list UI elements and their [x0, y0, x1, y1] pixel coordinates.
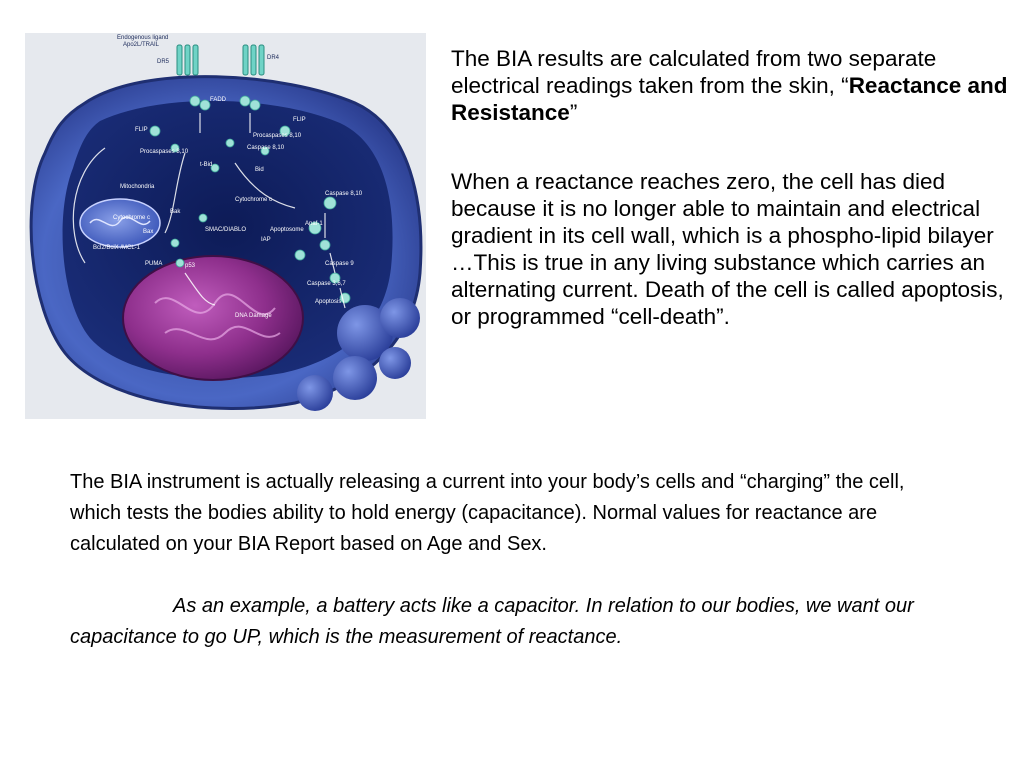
label-caspase-8-10: Caspase 8,10	[247, 145, 285, 151]
label-cytochrome-c-left: Cytochrome c	[113, 215, 151, 221]
label-cytochrome-c-top: Cytochrome c	[235, 197, 273, 203]
label-apo2l-trail: Apo2L/TRAIL	[123, 42, 160, 48]
cell-apoptosis-illustration	[25, 33, 426, 419]
label-iap: IAP	[261, 237, 271, 243]
label-caspase-8-10-right: Caspase 8,10	[325, 191, 363, 197]
label-apaf1: Apaf-1	[305, 221, 323, 227]
label-apoptosome: Apoptosome	[270, 227, 304, 233]
label-dna-damage: DNA Damage	[235, 313, 272, 319]
closing-quote: ”	[569, 100, 578, 125]
label-flip-left: FLIP	[135, 127, 148, 133]
receptor-dr5	[177, 45, 198, 75]
receptor-dr4	[243, 45, 264, 75]
apoptotic-bleb	[333, 356, 377, 400]
battery-example-paragraph: As an example, a battery acts like a capacitor. In relation to our bodies, we want our capacitance to go UP, which is the measurement of reactance.	[70, 595, 914, 648]
label-endogenous-ligand: Endogenous ligand	[117, 35, 169, 41]
label-caspase-9: Caspase 9	[325, 261, 354, 267]
label-puma: PUMA	[145, 261, 163, 267]
label-procaspases-left: Procaspases 8,10	[140, 149, 189, 155]
label-smac-diablo: SMAC/DIABLO	[205, 227, 247, 233]
bia-readings-paragraph	[451, 45, 1019, 126]
label-caspase-3-6-7: Caspase 3,6,7	[307, 281, 346, 287]
label-dr4: DR4	[267, 55, 280, 61]
reactance-resistance-bold: Reactance and Resistance	[451, 73, 1008, 125]
label-bak: Bak	[170, 209, 181, 215]
bottom-text-block	[70, 467, 950, 653]
apoptotic-bleb	[297, 375, 333, 411]
apoptotic-bleb	[379, 347, 411, 379]
label-bid: Bid	[255, 167, 264, 173]
label-dr5: DR5	[157, 59, 170, 65]
label-procaspases-right: Procaspases 8,10	[253, 133, 302, 139]
nucleus	[123, 256, 303, 380]
label-t-bid: t-Bid	[200, 162, 213, 168]
label-mitochondria: Mitochondria	[120, 184, 155, 190]
label-bcl2: Bcl2/BclX /MCL-1	[93, 245, 141, 251]
label-bax: Bax	[143, 229, 154, 235]
label-flip-right: FLIP	[293, 117, 306, 123]
reactance-zero-paragraph: When a reactance reaches zero, the cell has died because it is no longer able to maintain and electrical gradient in its cell wall, which is a phospho-lipid bilayer …This is true in any living substance which carries an alternating current. Death of the cell is called apoptosis, or programmed “cell-death”.	[451, 169, 1004, 329]
bia-readings-text: The BIA results are calculated from two separate electrical readings taken from the skin, “	[451, 46, 937, 98]
right-text-block	[451, 45, 1019, 330]
bia-instrument-paragraph: The BIA instrument is actually releasing a current into your body’s cells and “charging” the cell, which tests the bodies ability to hold energy (capacitance). Normal values for reactance are calculated on your BIA Report based on Age and Sex.	[70, 471, 905, 555]
label-fadd: FADD	[210, 97, 227, 103]
label-apoptosis: Apoptosis	[315, 299, 342, 305]
apoptotic-bleb	[380, 298, 420, 338]
label-p53: p53	[185, 263, 196, 269]
cell-diagram-svg	[25, 33, 426, 419]
